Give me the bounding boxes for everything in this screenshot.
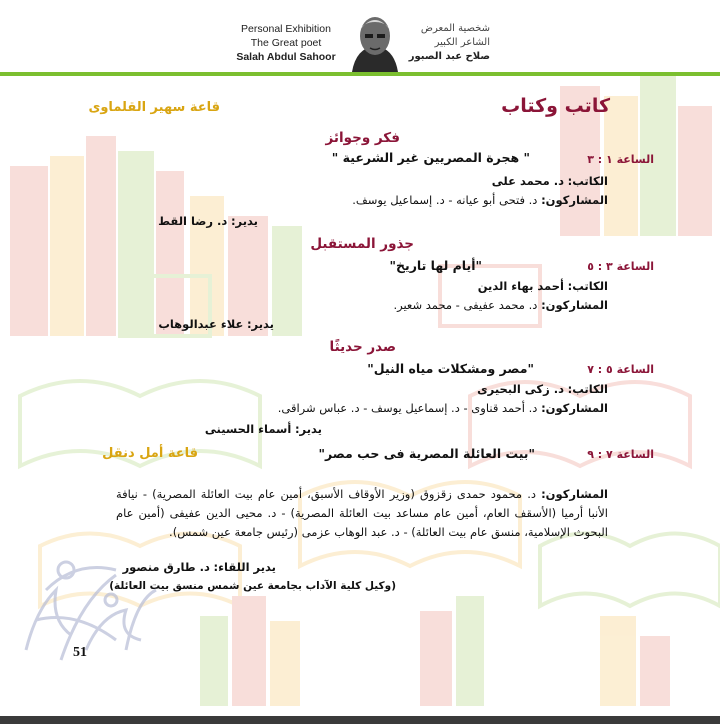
page-number: 51 <box>73 645 87 660</box>
session-3-participants <box>278 401 608 415</box>
writer-name: د. زكى البحيرى <box>477 382 564 396</box>
en-poet-name: Salah Abdul Sahoor <box>236 51 336 63</box>
writer-label: الكاتب: <box>567 382 608 396</box>
session-1-participants <box>352 193 608 207</box>
session-3-writer <box>477 382 608 396</box>
writer-name: د. محمد على <box>491 174 564 188</box>
session-4-topic: "بيت العائلة المصرية فى حب مصر" <box>318 446 535 461</box>
en-line-2: The Great poet <box>250 37 322 49</box>
session-1-time: الساعة ١ : ٣ <box>587 153 654 166</box>
ar-line-2: الشاعر الكبير <box>434 37 490 48</box>
participants-names: د. أحمد قناوى - د. إسماعيل يوسف - د. عباس شراقى. <box>277 401 538 415</box>
session-2-time: الساعة ٣ : ٥ <box>587 260 654 273</box>
writer-name: أحمد بهاء الدين <box>477 279 564 293</box>
session-1-writer <box>492 174 608 188</box>
exhibition-header <box>0 0 720 78</box>
session-2-category: جذور المستقبل <box>310 236 414 252</box>
session-1-moderator <box>158 214 258 228</box>
moderator-name: علاء عبدالوهاب <box>158 317 244 331</box>
english-title-block <box>232 22 340 64</box>
session-2-writer <box>478 279 608 293</box>
bottom-bar <box>0 716 720 724</box>
header-divider <box>0 72 720 76</box>
participants-label: المشاركون: <box>541 401 608 415</box>
arabic-title-block <box>400 22 490 64</box>
moderator-label: يدير اللقاء: <box>213 560 276 574</box>
session-4-participants <box>116 485 608 542</box>
session-2-participants <box>393 298 608 312</box>
moderator-name: أسماء الحسينى <box>204 422 292 436</box>
moderator-label: يدير: <box>230 214 258 228</box>
ar-line-1: شخصية المعرض <box>420 23 490 34</box>
moderator-name: د. طارق منصور <box>122 560 210 574</box>
session-4-time: الساعة ٧ : ٩ <box>587 448 654 461</box>
moderator-name: د. رضا القط <box>158 214 228 228</box>
session-2-topic: "أيام لها تاريخ" <box>389 258 482 273</box>
moderator-label: يدير: <box>294 422 322 436</box>
participants-label: المشاركون: <box>541 487 609 501</box>
hall-name-1: قاعة سهير القلماوى <box>88 100 220 115</box>
en-line-1: Personal Exhibition <box>241 23 331 35</box>
session-3-time: الساعة ٥ : ٧ <box>587 363 654 376</box>
participants-label: المشاركون: <box>541 298 608 312</box>
participants-names: د. فتحى أبو عيانه - د. إسماعيل يوسف. <box>352 193 538 207</box>
ar-poet-name: صلاح عبد الصبور <box>408 51 490 62</box>
session-3-moderator <box>205 422 322 436</box>
session-3-category: صدر حديثًا <box>329 339 396 355</box>
session-2-moderator <box>158 317 274 331</box>
moderator-label: يدير: <box>246 317 274 331</box>
participants-names: د. محمد عفيفى - محمد شعير. <box>393 298 538 312</box>
session-4-moderator-note: (وكيل كلية الآداب بجامعة عين شمس منسق بيت العائلة) <box>109 580 396 592</box>
hall-name-2: قاعة أمل دنقل <box>102 446 198 461</box>
writer-label: الكاتب: <box>567 174 608 188</box>
participants-label: المشاركون: <box>541 193 608 207</box>
session-3-topic: "مصر ومشكلات مياه النيل" <box>367 361 534 376</box>
session-1-topic: " هجرة المصريين غير الشرعية " <box>331 150 530 165</box>
session-1-category: فكر وجوائز <box>325 130 400 146</box>
writer-label: الكاتب: <box>567 279 608 293</box>
participants-names: د. محمود حمدى زقزوق (وزير الأوقاف الأسبق، أمين عام بيت العائلة المصرية) - نيافة الأنبا أرميا (الأسقف العام، أمين عام مساعد بيت العائلة المصرية) - د. محيى الدين عفيفى (أمين عام البحوث الإسلامية، منسق عام بيت العائلة) - د. عبد الوهاب عزمى (رئيس جامعة عين شمس). <box>116 487 608 539</box>
section-title: كاتب وكتاب <box>501 95 610 117</box>
